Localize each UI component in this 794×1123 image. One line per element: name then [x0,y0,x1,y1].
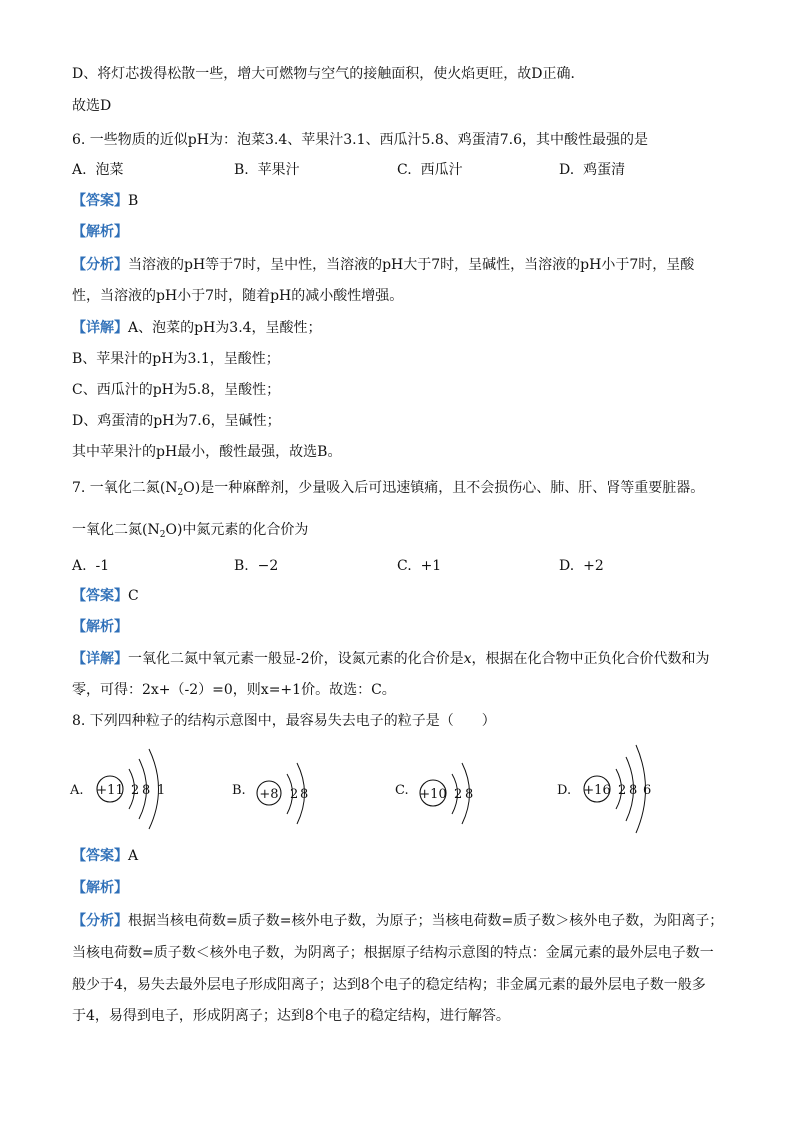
q7-option-c: C. +1 [397,558,442,574]
nucleus-charge: +8 [259,787,279,802]
text-line: 般少于4，易失去最外层电子形成阳离子；达到8个电子的稳定结构；非金属元素的最外层电子数一般多 [72,977,706,993]
text-line: 零，可得：2x+（-2）=0，则x=+1价。故选：C。 [72,682,396,698]
question-7: 7. 一氧化二氮$(N_2O)$是一种麻醉剂，少量吸入后可迅速镇痛，且不会损伤心、肺、肝、肾等重要脏器。 [72,480,705,498]
fenxi-tag: 【分析】 [72,257,128,273]
option-letter: D. [557,783,572,798]
text-line: B、苹果汁的pH为3.1，呈酸性； [72,351,280,367]
q8-option-a [70,735,180,845]
analysis-line [72,222,128,242]
q6-option-a: A. 泡菜 [72,162,124,178]
q6-option-b: B. 苹果汁 [234,162,300,178]
shell-electron-count: 1 [157,783,166,798]
nucleus-charge: +11 [96,783,124,798]
fenxi-line: 【分析】根据当核电荷数=质子数=核外电子数，为原子；当核电荷数=质子数＞核外电子数，为阳离子； [72,913,724,929]
answer-tag: 【答案】 [72,588,128,604]
option-letter: C. [395,783,409,798]
q6-option-d: D. 鸡蛋清 [559,162,626,178]
shell-electron-count: 8 [300,787,309,802]
shell-electron-count: 8 [629,783,638,798]
option-letter: B. [232,783,246,798]
answer-tag: 【答案】 [72,848,128,864]
nucleus-charge: +16 [583,783,611,798]
text-line: 故选D [72,98,112,114]
text-line: 当核电荷数=质子数＜核外电子数，为阴离子；根据原子结构示意图的特点：金属元素的最外层电子数一 [72,945,714,961]
text-line: 性，当溶液的pH小于7时，随着pH的减小酸性增强。 [72,288,404,304]
detail-tag: 【详解】 [72,320,128,336]
q7-option-b: B. −2 [234,558,279,574]
fenxi-line: 【分析】当溶液的pH等于7时，呈中性，当溶液的pH大于7时，呈碱性，当溶液的pH小于7时，呈酸 [72,257,695,273]
text-line: D、将灯芯拨得松散一些，增大可燃物与空气的接触面积，使火焰更旺，故D正确． [72,66,585,82]
q6-option-c: C. 西瓜汁 [397,162,463,178]
answer-tag: 【答案】 [72,193,128,209]
text-line: C、西瓜汁的pH为5.8，呈酸性； [72,382,281,398]
answer-line: 【答案】C [72,588,139,604]
q7-option-a: A. -1 [72,558,110,574]
shell-electron-count: 2 [131,783,140,798]
formula-n2o: $(N_2O)$ [142,522,183,540]
q7-option-d: D. +2 [559,558,604,574]
shell-electron-count: 8 [465,787,474,802]
text-line: D、鸡蛋清的pH为7.6，呈碱性； [72,413,281,429]
answer-line: 【答案】B [72,193,139,209]
shell-electron-count: 2 [290,787,299,802]
text-line: 于4，易得到电子，形成阴离子；达到8个电子的稳定结构，进行解答。 [72,1008,510,1024]
detail-line: 【详解】一氧化二氮中氧元素一般显-2价，设氮元素的化合价是x，根据在化合物中正负化合价代数和为 [72,651,710,667]
analysis-line [72,617,128,637]
question-6: 6. 一些物质的近似pH为：泡菜3.4、苹果汁3.1、西瓜汁5.8、鸡蛋清7.6，其中酸性最强的是 [72,132,649,148]
text-line: 其中苹果汁的pH最小，酸性最强，故选B。 [72,444,342,460]
q8-option-b [232,745,332,845]
q8-option-c [395,743,495,843]
shell-electron-count: 8 [142,783,151,798]
formula-n2o: $(N_2O)$ [159,480,201,498]
question-7-stem: 一氧化二氮$(N_2O)$中氮元素的化合价为 [72,522,309,540]
question-8: 8. 下列四种粒子的结构示意图中，最容易失去电子的粒子是（ ） [72,713,496,729]
fenxi-tag: 【分析】 [72,913,128,929]
answer-line: 【答案】A [72,848,139,864]
analysis-line [72,878,128,898]
shell-electron-count: 6 [643,783,652,798]
shell-electron-count: 2 [618,783,627,798]
nucleus-charge: +10 [419,787,447,802]
option-letter: A. [70,783,84,798]
analysis-tag: 【解析】 [72,880,128,896]
analysis-tag: 【解析】 [72,619,128,635]
detail-tag: 【详解】 [72,651,128,667]
analysis-tag: 【解析】 [72,224,128,240]
shell-electron-count: 2 [454,787,463,802]
detail-line: 【详解】A、泡菜的pH为3.4，呈酸性； [72,320,322,336]
q8-option-d [557,735,667,845]
